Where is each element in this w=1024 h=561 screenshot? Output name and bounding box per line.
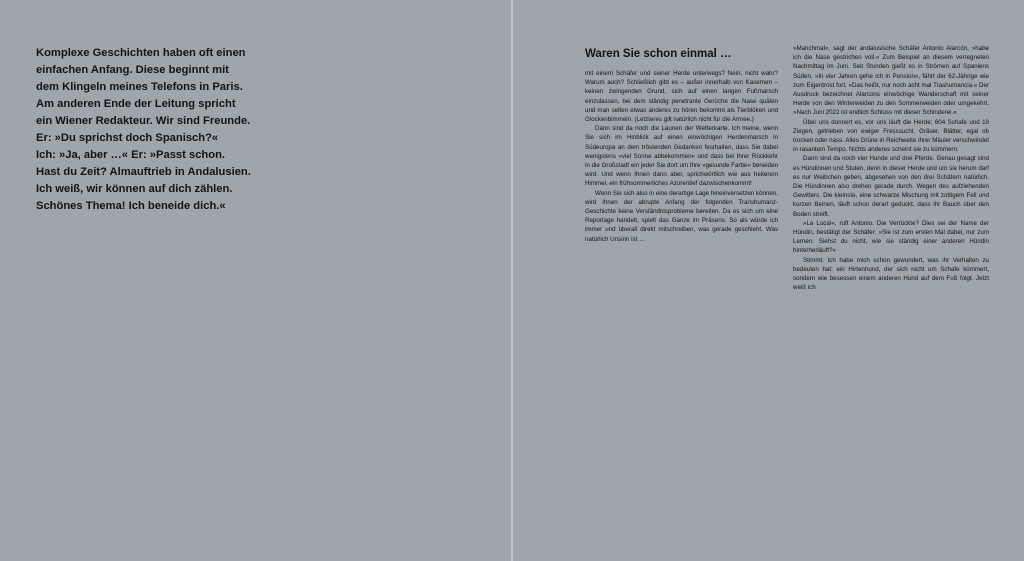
intro-line: Am anderen Ende der Leitung spricht <box>36 98 236 110</box>
intro-line: Schönes Thema! Ich beneide dich.« <box>36 200 226 212</box>
intro-line: Komplexe Geschichten haben oft einen <box>36 47 246 59</box>
intro-line: Ich: »Ja, aber …« Er: »Passt schon. <box>36 149 226 161</box>
intro-line: Er: »Du sprichst doch Spanisch?« <box>36 132 219 144</box>
article-column-1 <box>585 69 778 244</box>
paragraph: »Manchmal«, sagt der andalusische Schäfer Antonio Alarcón, »habe ich die Nase gestrichen voll.« Zum Beispiel an diesem verregneten Nachmittag im Juni. Seit Stunden gießt es in Strömen auf Spaniens Süden. »In vier Jahren gehe ich in Pension«, fährt der 62-Jährige wie zum Eigentrost fort. »Das heißt, nur noch acht mal Trashumancia.« Der Ausdruck bezeichnet Alarcóns einwöchige Wanderschaft mit seiner Herde von den Winterweiden zu den Sommerweiden oder umgekehrt. »Nach Juni 2022 ist endlich Schluss mit dieser Schinderei.« <box>793 45 989 117</box>
intro-line: Hast du Zeit? Almauftrieb in Andalusien. <box>36 166 251 178</box>
left-page <box>0 0 511 561</box>
paragraph: Wenn Sie sich also in eine derartige Lage hineinversetzen können, wird Ihnen der abrupte Anfang der folgenden Transhumanz-Geschichte keine Verständnisprobleme bereiten. Da es sich um eine Reportage handelt, spielt das Ganze im Präsens. So als würde ich immer und überall direkt mitschreiben, was gerade geschieht. Was natürlich Unsinn ist … <box>585 189 778 243</box>
article-heading: Waren Sie schon einmal … <box>585 48 732 60</box>
paragraph: Stimmt. Ich habe mich schon gewundert, was ihr Verhalten zu bedeuten hat: ein Hirtenhund, der sich nicht um Schafe kümmert, sondern wie besessen einem anderen Hund auf dem Fuß folgt. Jetzt weiß ich <box>793 256 989 292</box>
intro-line: ein Wiener Redakteur. Wir sind Freunde. <box>36 115 251 127</box>
intro-line: Ich weiß, wir können auf dich zählen. <box>36 183 233 195</box>
paragraph: Dann sind da noch vier Hunde und drei Pferde. Genau gesagt sind es Hündinnen und Stuten, denn in dieser Herde und um sie herum darf es nur Weibchen geben, abgesehen von den drei Schäfern natürlich. Die Hündinnen also drehen gerade durch. Wegen des aufziehenden Gewitters. Die kleinste, eine schwarze Mischung mit zottigem Fell und kurzen Beinen, läuft schon derart geduckt, dass ihr Bauch über den Boden streift. <box>793 155 989 218</box>
intro-line: einfachen Anfang. Diese beginnt mit <box>36 64 229 76</box>
paragraph: mit einem Schäfer und seiner Herde unterwegs? Nein, nicht wahr? Warum auch? Schließlich gibt es – außer innerhalb von Kasernen – keinen zwingenden Grund, sich auf einen langen Fußmarsch einzulassen, bei dem ständig penetrante Gerüche die Nase quälen und man selten etwas anderes zu hören bekommt als Tierblöken und Glockenbimmeln. (Letzteres gilt natürlich nicht für die Armee.) <box>585 70 778 124</box>
intro-paragraph <box>36 45 336 215</box>
paragraph: Dann sind da noch die Launen der Wetterkarte. Ich meine, wenn Sie sich im Hinblick auf einen einwöchigen Herdenmarsch in Südeuropa an dem tröstenden Gedanken festhalten, dass Sie dabei wenigstens »viel Sonne abbekommen« und dass bei Ihrer Rückkehr in die Großstadt ein jeder Sie dort um Ihre »gesunde Farbe« beneiden wird. Und wenn Ihnen dann aber, sprichwörtlich wie aus heiterem Himmel, ein frühsommerliches Azorentief dazwischenkommt! <box>585 125 778 188</box>
paragraph: »La Local«, ruft Antonio. Die Verrückte? Dies sei der Name der Hündin, bestätigt der Schäfer: »Sie ist zum ersten Mal dabei, nur zum Lernen. Siehst du nicht, wie sie ständig einer anderen Hündin hinterherläuft?« <box>793 219 989 255</box>
article-column-2 <box>793 44 989 292</box>
paragraph: Über uns donnert es, vor uns läuft die Herde: 604 Schafe und 18 Ziegen, getrieben von ewiger Fresssucht. Gräser, Blätter, egal ob trocken oder nass. Alles Grüne in Reichweite ihrer Mäuler verschwindet in rasantem Tempo. Nichts anderes scheint sie zu kümmern. <box>793 118 989 154</box>
intro-line: dem Klingeln meines Telefons in Paris. <box>36 81 243 93</box>
